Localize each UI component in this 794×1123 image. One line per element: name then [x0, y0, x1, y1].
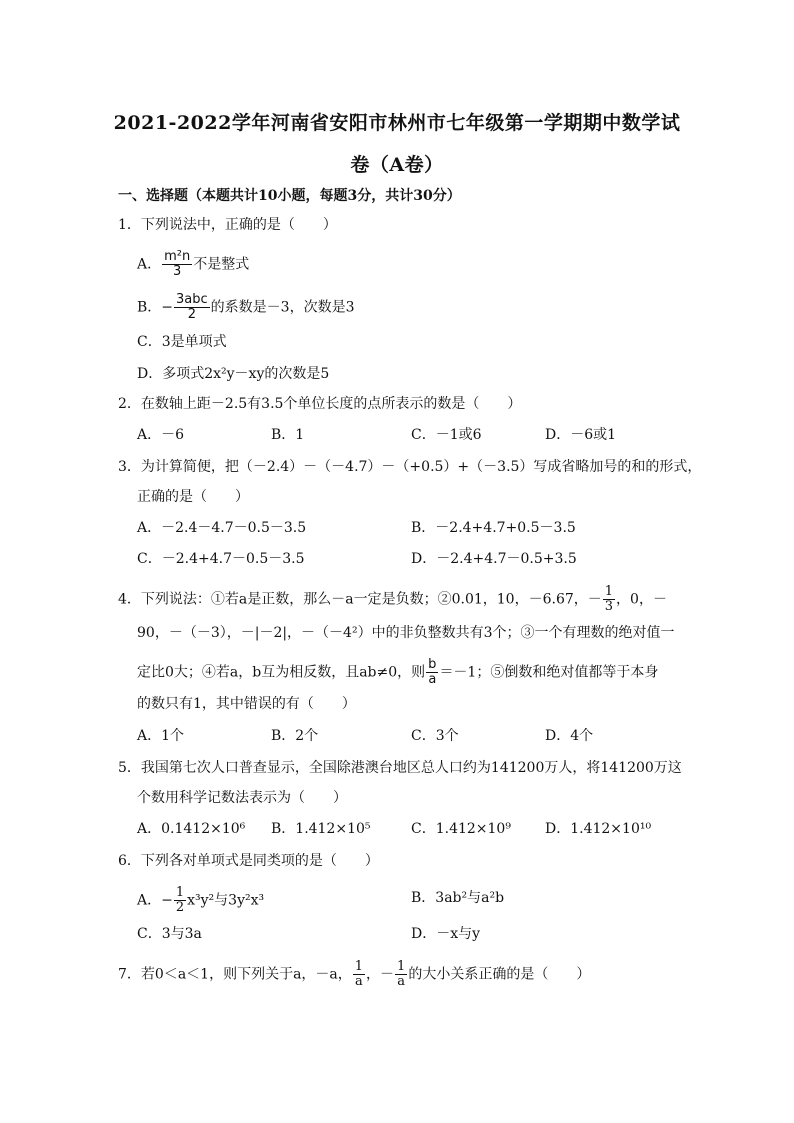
q4-l3-text-end: ＝－1；⑤倒数和绝对值都等于本身	[439, 664, 659, 681]
q5-option-b: B．1.412×10⁵	[271, 821, 371, 837]
question-6-stem: 6．下列各对单项式是同类项的是（ ）	[118, 853, 379, 869]
q6-option-a	[137, 886, 264, 915]
q4-frac2-den: a	[428, 672, 437, 687]
q6-option-b: B．3ab²与a²b	[411, 890, 505, 906]
q6-a-numerator: 1	[175, 885, 185, 900]
question-1-stem: 1．下列说法中，正确的是（ ）	[118, 217, 337, 233]
q1-a-label: A．	[137, 256, 162, 273]
q6-a-text: x³y²与3y²x³	[187, 892, 265, 909]
q7-frac1-den: a	[355, 974, 363, 989]
question-4-line1	[118, 585, 667, 614]
q7-frac1-num: 1	[354, 959, 364, 974]
q5-option-c: C．1.412×10⁹	[411, 821, 511, 837]
q1-option-b	[137, 293, 355, 322]
q4-option-b: B．2个	[271, 728, 319, 744]
q6-option-c: C．3与3a	[137, 926, 202, 942]
q5-option-a: A．0.1412×10⁶	[137, 821, 246, 837]
q1-b-label: B．	[137, 299, 162, 316]
q6-a-sign: −	[161, 892, 173, 909]
exam-title-line2: 卷（A卷）	[350, 154, 444, 176]
q4-l1-text: 4．下列说法：①若a是正数，那么－a一定是负数；②0.01，10，－6.67，－	[118, 591, 602, 608]
q3-option-c: C．－2.4+4.7－0.5－3.5	[137, 551, 305, 567]
q4-option-d: D．4个	[545, 728, 594, 744]
question-5-line2: 个数用科学记数法表示为（ ）	[137, 790, 347, 806]
q4-fraction-b-over-a	[426, 658, 438, 687]
q1-a-denominator: 3	[173, 264, 182, 279]
q2-option-a: A．－6	[137, 427, 185, 443]
question-5-line1: 5．我国第七次人口普查显示，全国除港澳台地区总人口约为141200万人，将141200万这	[118, 760, 682, 776]
q7-text-start: 7．若0＜a＜1，则下列关于a，－a，	[118, 966, 352, 983]
q6-a-denominator: 2	[175, 900, 185, 915]
question-7-stem	[118, 960, 590, 989]
q2-option-b: B．1	[271, 427, 305, 443]
q3-option-a: A．－2.4－4.7－0.5－3.5	[137, 520, 307, 536]
q1-option-a	[137, 250, 249, 279]
question-3-stem: 3．为计算简便，把（－2.4）－（－4.7）－（+0.5）+（－3.5）写成省略加号的和的形式，	[118, 459, 702, 475]
section-heading: 一、选择题（本题共计10小题，每题3分，共计30分）	[118, 188, 461, 204]
q7-text-mid: ，－	[366, 966, 395, 983]
q4-option-a: A．1个	[137, 728, 185, 744]
q3-option-d: D．－2.4+4.7－0.5+3.5	[411, 551, 577, 567]
q6-option-d: D．－x与y	[411, 926, 481, 942]
q4-frac1-den: 3	[604, 599, 614, 614]
q2-option-c: C．－1或6	[411, 427, 482, 443]
q3-option-b: B．－2.4+4.7+0.5－3.5	[411, 520, 576, 536]
q7-frac2-num: 1	[397, 959, 406, 974]
question-4-line4: 的数只有1，其中错误的有（ ）	[137, 696, 356, 712]
question-4-line2: 90，－（－3），－|－2|，－（－4²）中的非负整数共有3个；③一个有理数的绝对值一	[137, 625, 675, 641]
q1-a-fraction	[162, 250, 192, 279]
q1-a-text: 不是整式	[193, 256, 250, 273]
q6-a-fraction	[174, 886, 186, 915]
q6-a-label: A．	[137, 892, 162, 909]
q1-b-fraction	[174, 293, 210, 322]
q5-option-d: D．1.412×10¹⁰	[545, 821, 652, 837]
q4-option-c: C．3个	[411, 728, 459, 744]
q7-frac2-den: a	[397, 974, 406, 989]
question-4-line3	[137, 658, 658, 687]
q1-b-text: 的系数是－3，次数是3	[210, 299, 355, 316]
q4-fraction-one-third	[603, 585, 615, 614]
q7-fraction-2	[395, 960, 407, 989]
question-2-stem: 2．在数轴上距－2.5有3.5个单位长度的点所表示的数是（ ）	[118, 396, 522, 412]
q4-frac1-num: 1	[604, 584, 614, 599]
question-3-stem-cont: 正确的是（ ）	[137, 489, 249, 505]
q1-b-sign: −	[161, 299, 174, 316]
q1-a-numerator: m²n	[164, 249, 191, 264]
q1-option-d: D．多项式2x²y－xy的次数是5	[137, 366, 330, 382]
q7-fraction-1	[353, 960, 365, 989]
q1-b-denominator: 2	[187, 307, 196, 322]
q2-option-d: D．－6或1	[545, 427, 617, 443]
q4-l3-text: 定比0大；④若a，b互为相反数，且ab≠0，则	[137, 664, 426, 681]
q1-option-c: C．3是单项式	[137, 334, 227, 350]
q4-frac2-num: b	[428, 657, 437, 672]
q1-b-numerator: 3abc	[176, 292, 208, 307]
q4-l1-text-end: ，0，－	[616, 591, 667, 608]
exam-title-line1: 2021-2022学年河南省安阳市林州市七年级第一学期期中数学试	[113, 112, 681, 134]
q7-text-end: 的大小关系正确的是（ ）	[408, 966, 591, 983]
